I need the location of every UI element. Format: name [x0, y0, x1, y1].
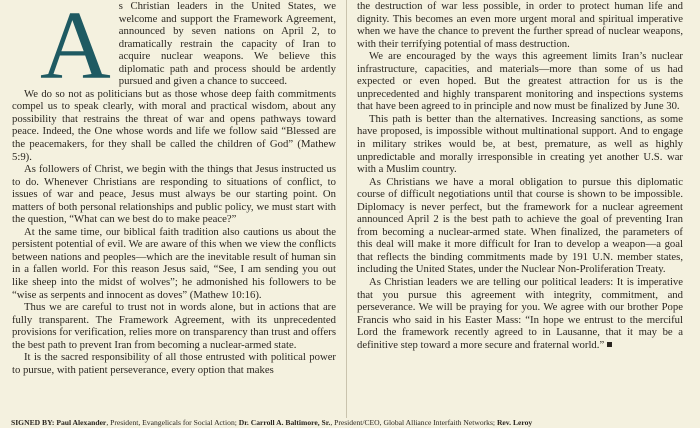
signer-name: Paul Alexander	[56, 418, 107, 427]
paragraph: At the same time, our biblical faith tradition also cautions us about the persistent potential of evil. We are aware of this when we view the conflicts between nations and peoples—which are the inevitable result of human sin in a fallen world. For this reason Jesus said, “See, I am sending you out like sheep into the midst of wolves”; he admonished his followers to be “wise as serpents and innocent as doves” (Mathew 10:16).	[12, 225, 336, 301]
paragraph-last	[357, 276, 683, 351]
paragraph: Thus we are careful to trust not in words alone, but in actions that are fully transparent. The Framework Agreement, with its unprecedented provisions for verification, relies more on transparency than trust and offers the best path to prevent Iran from becoming a nuclear-armed state.	[12, 301, 336, 351]
signer-title: , President, Evangelicals for Social Action;	[106, 418, 237, 427]
article-right-column	[357, 0, 683, 351]
paragraph: This path is better than the alternatives. Increasing sanctions, as some have proposed, is impossible without multinational support. And to engage in military strikes would be, at best, premature, as well as highly unpredictable and morally irresponsible in creating yet another U.S. war with a Muslim country.	[357, 112, 683, 176]
paragraph: As followers of Christ, we begin with the things that Jesus instructed us to do. Whenever Christians are responding to situations of conflict, to issues of war and peace, Jesus must always be our starting point. On matters of both personal relationships and public policy, we must start with the question, “What can we best do to make peace?”	[12, 163, 336, 226]
paragraph: It is the sacred responsibility of all those entrusted with political power to pursue, with patient perseverance, every option that makes	[12, 351, 336, 376]
paragraph: As Christians we have a moral obligation to pursue this diplomatic course of difficult negotiations until that course is shown to be impossible. Diplomacy is never perfect, but the framework for a nuclear agreement announced April 2 is the best path to achieve the goal of preventing Iran from becoming a nuclear-armed state. When finalized, the parameters of this deal will make it more difficult for Iran to develop a weapon—a goal that reflects the binding commitments made by 191 U.N. member states, including the United States, under the Nuclear Non-Proliferation Treaty.	[357, 175, 683, 276]
signed-label: SIGNED BY:	[11, 418, 55, 427]
signer-name: Rev. Leroy	[496, 418, 533, 427]
column-divider	[346, 0, 347, 418]
paragraph-text: As Christian leaders we are telling our political leaders: It is imperative that you pursue this agreement with integrity, commitment, and perseverance. We will be praying for you. We agree with our brother Pope Francis who said in his Easter Mass: “In hope we entrust to the merciful Lord the framework recently agreed to in Lausanne, that it may be a definitive step toward a more secure and fraternal world.”	[357, 276, 683, 351]
signer-name: Dr. Carroll A. Baltimore, Sr.	[238, 418, 331, 427]
paragraph: We are encouraged by the ways this agreement limits Iran’s nuclear infrastructure, capacities, and materials—more than some of us had expected or even hoped. But the greatest attraction for us is the unprecedented and highly transparent monitoring and inspections systems that have been agreed to in principle and now must be finalized by June 30.	[357, 50, 683, 113]
paragraph: the destruction of war less possible, in order to protect human life and dignity. This becomes an even more urgent moral and spiritual imperative when we have the chance to prevent the further spread of nuclear weapons, with their terrifying potential of mass destruction.	[357, 0, 683, 50]
drop-cap: A	[40, 0, 111, 100]
end-mark-icon	[607, 342, 612, 347]
paragraph: s Christian leaders in the United States, we welcome and support the Framework Agreement, announced by seven nations on April 2, to dramatically restrain the capacity of Iran to acquire nuclear weapons. We believe this diplomatic path and process should be ardently pursued and given a chance to succeed.	[118, 0, 336, 88]
article-left-column	[12, 0, 336, 376]
paragraph: We do so not as politicians but as those whose deep faith commitments compel us to speak clearly, with moral and practical wisdom, about any possibility that restrains the threat of war and opens pathways toward peace. Indeed, the One whose words and life we follow said “Blessed are the peacemakers, for they shall be called the children of God” (Mathew 5:9).	[12, 87, 336, 163]
signatories-line	[11, 418, 700, 428]
signer-title: , President/CEO, Global Alliance Interfaith Networks;	[330, 418, 496, 427]
